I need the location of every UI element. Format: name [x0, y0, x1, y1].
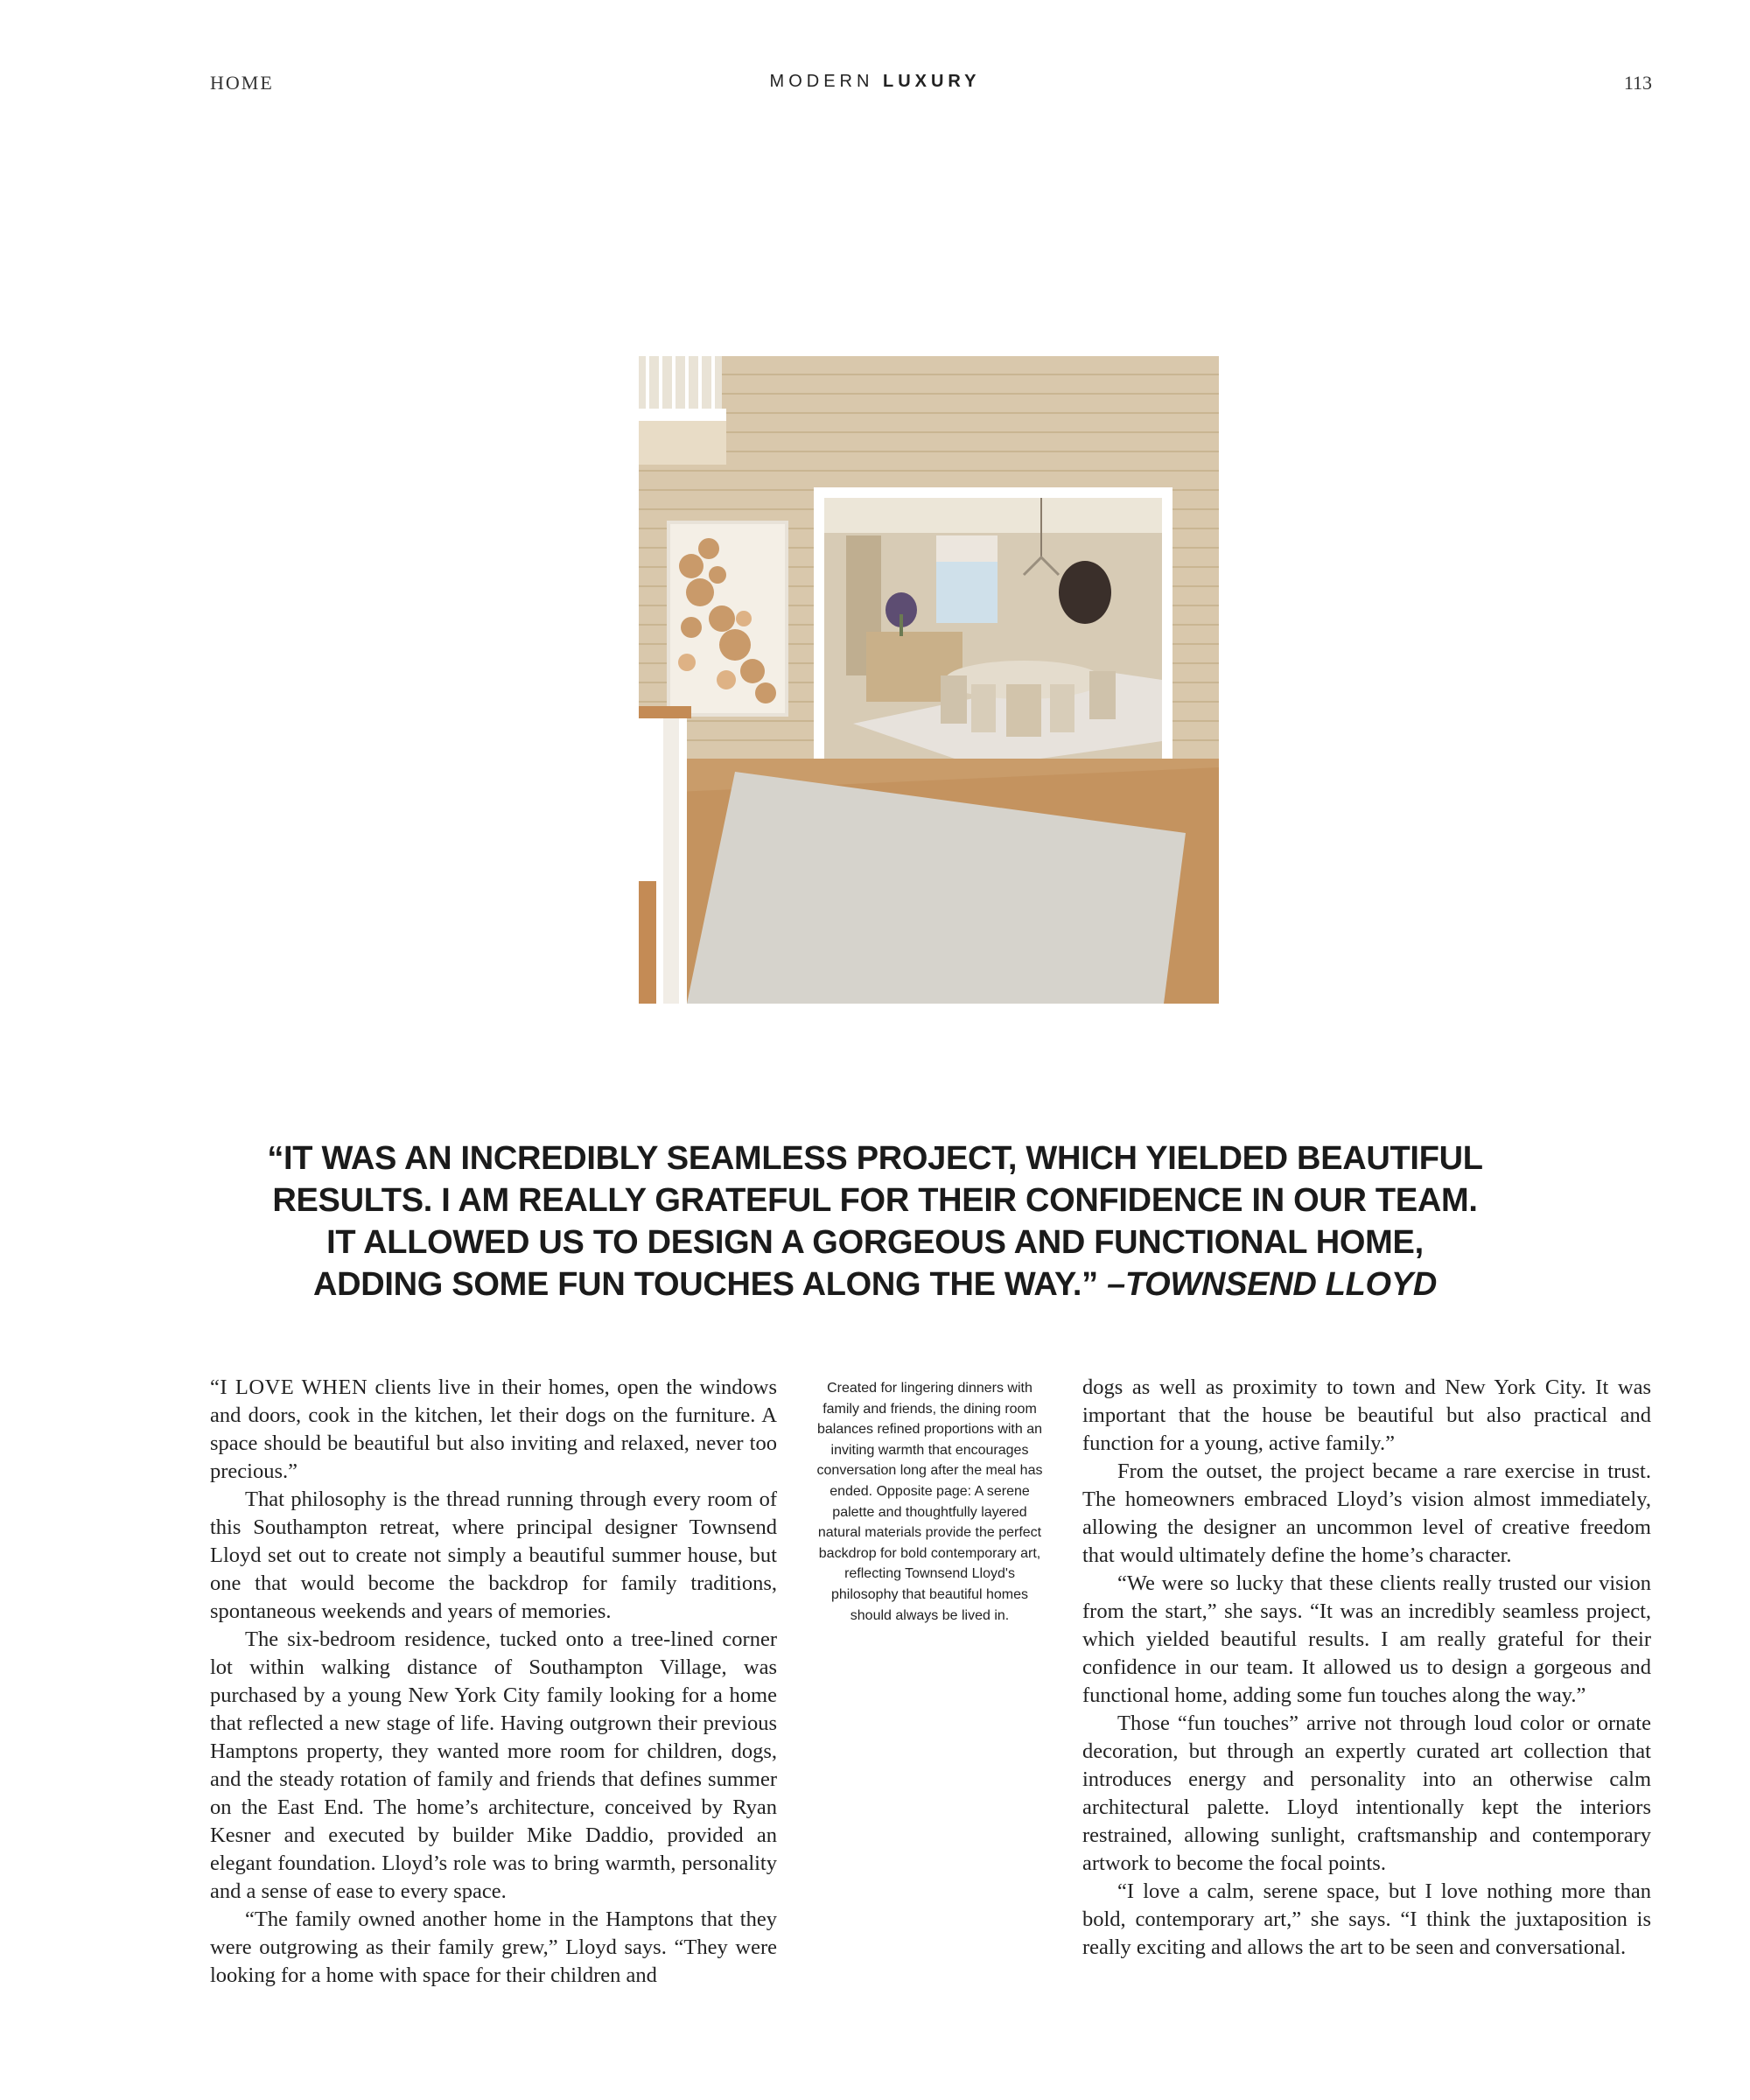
body-paragraph: Those “fun touches” arrive not through loud color or ornate decoration, but through an expertly curated art collection that introduces energy and personality into an otherwise calm architectural palette. Lloyd intentionally kept the interiors restrained, allowing sunlight, craftsmanship and contemporary artwork to become the focal points.: [1082, 1712, 1651, 1875]
pull-quote-text: “IT WAS AN INCREDIBLY SEAMLESS PROJECT, WHICH YIELDED BEAUTIFUL RESULTS. I AM REALLY GRATEFUL FOR THEIR CONFIDENCE IN OUR TEAM. IT ALLOWED US TO DESIGN A GORGEOUS AND FUNCTIONAL HOME, ADDING SOME FUN TOUCHES ALONG THE WAY.”: [267, 1140, 1483, 1303]
page-number: 113: [1623, 72, 1652, 94]
body-paragraph: “I love a calm, serene space, but I love nothing more than bold, contemporary art,” she says. “I think the juxtaposition is really exciting and allows the art to be seen and conversational.: [1082, 1880, 1651, 1959]
body-column-left: [210, 1374, 777, 1990]
body-column-right: [1082, 1374, 1651, 1962]
body-paragraph: That philosophy is the thread running through every room of this Southampton retreat, where principal designer Townsend Lloyd set out to create not simply a beautiful summer house, but one that would become the backdrop for family traditions, spontaneous weekends and years of memories.: [210, 1488, 777, 1623]
body-text: clients live in their homes, open the windows and doors, cook in the kitchen, let their dogs on the furniture. A space should be beautiful but also inviting and relaxed, never too precious.”: [210, 1376, 777, 1483]
lead-in: “I LOVE WHEN: [210, 1376, 368, 1399]
dining-room-photo: [639, 356, 1219, 1004]
body-paragraph: dogs as well as proximity to town and New York City. It was important that the house be beautiful but also practical and function for a young, active family.”: [1082, 1376, 1651, 1455]
body-paragraph: “We were so lucky that these clients really trusted our vision from the start,” she says. “It was an incredibly seamless project, which yielded beautiful results. I am really grateful for their confidence in our team. It allowed us to design a gorgeous and functional home, adding some fun touches along the way.”: [1082, 1572, 1651, 1707]
photo-caption: Created for lingering dinners with family and friends, the dining room balances refined proportions with an inviting warmth that encourages conversation long after the meal has ended. Opposite page: A serene palette and thoughtfully layered natural materials provide the perfect backdrop for bold contemporary art, reflecting Townsend Lloyd's philosophy that beautiful homes should always be lived in.: [816, 1381, 1043, 1623]
body-paragraph: The six-bedroom residence, tucked onto a tree-lined corner lot within walking distance of Southampton Village, was purchased by a young New York City family looking for a home that reflected a new stage of life. Having outgrown their previous Hamptons property, they wanted more room for children, dogs, and the steady rotation of family and friends that defines summer on the East End. The home’s architecture, conceived by Ryan Kesner and executed by builder Mike Daddio, provided an elegant foundation. Lloyd’s role was to bring warmth, personality and a sense of ease to every space.: [210, 1628, 777, 1903]
pull-quote: [262, 1138, 1488, 1306]
section-label: HOME: [210, 72, 274, 94]
body-paragraph: From the outset, the project became a rare exercise in trust. The homeowners embraced Lloyd’s vision almost immediately, allowing the designer an uncommon level of creative freedom that would ultimately define the home’s character.: [1082, 1460, 1651, 1567]
brand-light: MODERN: [769, 72, 883, 91]
pull-quote-attribution: –TOWNSEND LLOYD: [1107, 1266, 1438, 1303]
body-paragraph: [210, 1374, 777, 1486]
body-paragraph: “The family owned another home in the Hamptons that they were outgrowing as their family grew,” Lloyd says. “They were looking for a home with space for their children and: [210, 1908, 777, 1987]
brand-bold: LUXURY: [882, 72, 981, 91]
magazine-brand: [0, 72, 1750, 92]
